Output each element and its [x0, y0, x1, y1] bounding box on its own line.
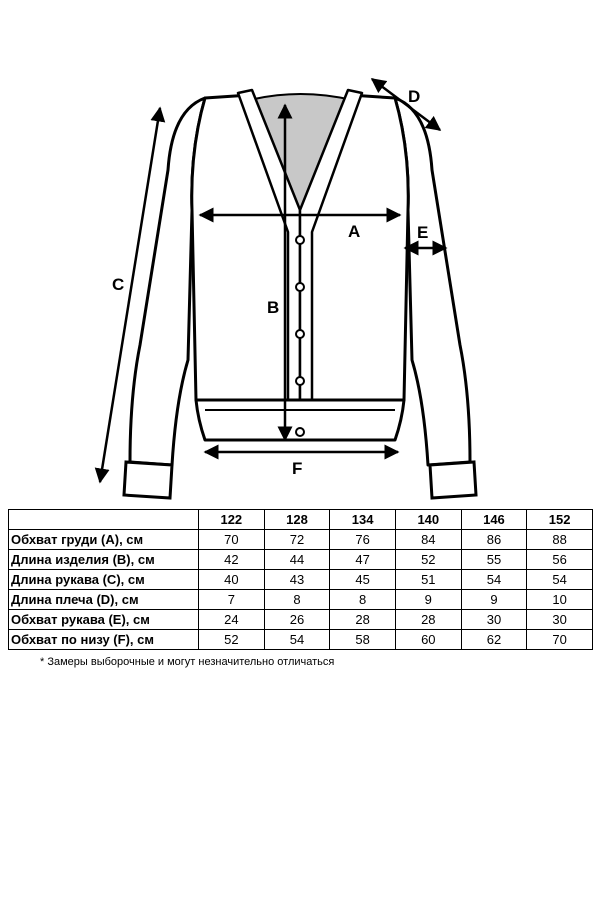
right-cuff: [430, 462, 476, 498]
size-header: 122: [199, 510, 265, 530]
size-header-row: [9, 510, 593, 530]
cell-value: 54: [461, 570, 527, 590]
button: [296, 283, 304, 291]
size-header: 152: [527, 510, 593, 530]
table-row: [9, 610, 593, 630]
cell-value: 51: [395, 570, 461, 590]
cell-value: 76: [330, 530, 396, 550]
row-label: Обхват груди (A), см: [9, 530, 199, 550]
cell-value: 28: [330, 610, 396, 630]
table-row: [9, 550, 593, 570]
label-c: C: [112, 275, 125, 294]
cell-value: 70: [199, 530, 265, 550]
table-row: [9, 630, 593, 650]
cell-value: 42: [199, 550, 265, 570]
cell-value: 26: [264, 610, 330, 630]
button: [296, 236, 304, 244]
cell-value: 30: [527, 610, 593, 630]
size-header: 140: [395, 510, 461, 530]
cell-value: 88: [527, 530, 593, 550]
table-row: [9, 530, 593, 550]
cell-value: 56: [527, 550, 593, 570]
cell-value: 52: [395, 550, 461, 570]
row-label: Обхват по низу (F), см: [9, 630, 199, 650]
label-f: F: [292, 459, 303, 478]
size-header: 146: [461, 510, 527, 530]
cell-value: 9: [395, 590, 461, 610]
row-label: Обхват рукава (E), см: [9, 610, 199, 630]
cell-value: 8: [330, 590, 396, 610]
cell-value: 47: [330, 550, 396, 570]
left-cuff: [124, 462, 172, 498]
cell-value: 8: [264, 590, 330, 610]
cell-value: 24: [199, 610, 265, 630]
cell-value: 54: [527, 570, 593, 590]
cell-value: 54: [264, 630, 330, 650]
cell-value: 45: [330, 570, 396, 590]
cell-value: 60: [395, 630, 461, 650]
cell-value: 43: [264, 570, 330, 590]
table-row: [9, 570, 593, 590]
cell-value: 7: [199, 590, 265, 610]
button: [296, 428, 304, 436]
label-e: E: [417, 223, 429, 242]
cell-value: 84: [395, 530, 461, 550]
cell-value: 52: [199, 630, 265, 650]
corner-cell: [9, 510, 199, 530]
label-a: A: [348, 222, 361, 241]
cell-value: 58: [330, 630, 396, 650]
cell-value: 62: [461, 630, 527, 650]
row-label: Длина плеча (D), см: [9, 590, 199, 610]
cell-value: 55: [461, 550, 527, 570]
cell-value: 86: [461, 530, 527, 550]
button: [296, 330, 304, 338]
cell-value: 10: [527, 590, 593, 610]
cell-value: 70: [527, 630, 593, 650]
size-header: 134: [330, 510, 396, 530]
label-b: B: [267, 298, 280, 317]
footnote: * Замеры выборочные и могут незначительно отличаться: [40, 656, 335, 668]
cell-value: 40: [199, 570, 265, 590]
cell-value: 44: [264, 550, 330, 570]
cell-value: 28: [395, 610, 461, 630]
button: [296, 377, 304, 385]
cell-value: 30: [461, 610, 527, 630]
cell-value: 9: [461, 590, 527, 610]
row-label: Длина изделия (B), см: [9, 550, 199, 570]
size-header: 128: [264, 510, 330, 530]
cell-value: 72: [264, 530, 330, 550]
size-chart-table: [8, 509, 593, 650]
table-row: [9, 590, 593, 610]
label-d: D: [408, 87, 421, 106]
row-label: Длина рукава (C), см: [9, 570, 199, 590]
